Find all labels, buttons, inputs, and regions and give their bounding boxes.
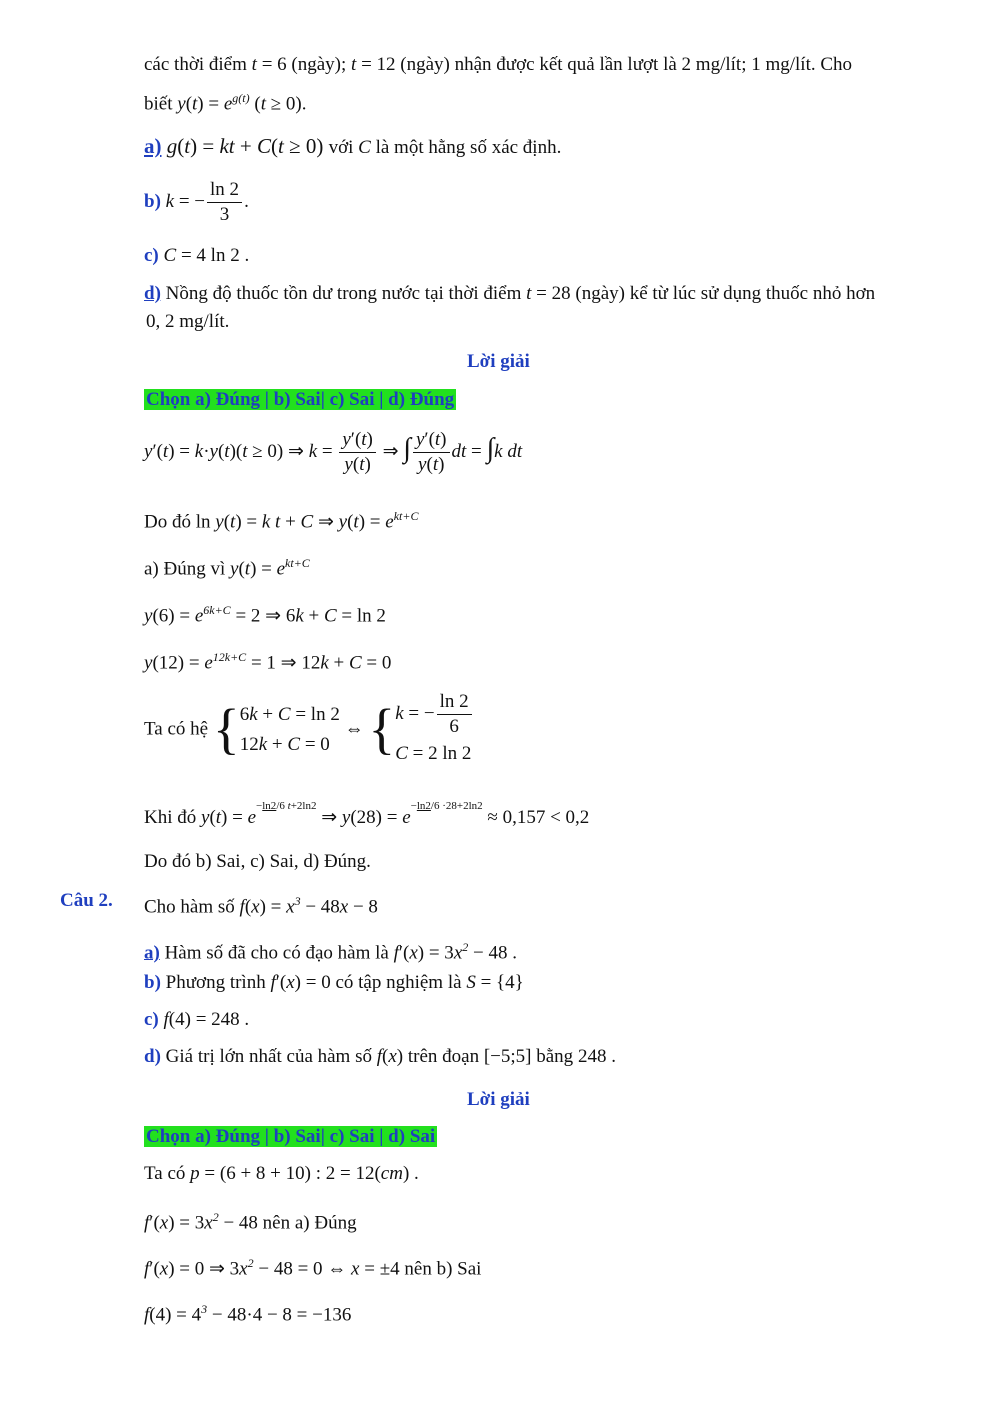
solution-heading-1: Lời giải (467, 351, 530, 372)
derivation-line-6: Khi đó $y(t) = e^{-ln2/6 t+2ln2}$ ⇒ $y(28) = e^{-ln2/6 \cdot 28+2ln2} \approx 0,157 < 0,2$ (144, 800, 590, 828)
q1-option-d: d) Nồng độ thuốc tồn dư trong nước tại thời điểm t = 28 (ngày) kể từ lúc sử dụng thuốc nhỏ hơn (144, 283, 876, 304)
system-equations: Ta có hệ { 6k + C = ln 2 12k + C = 0 ⇔ { k = − $\frac{\ln 2}{6}$ C = 2 ln 2 (144, 691, 472, 764)
solution2-line-1: Ta có p = (6 + 8 + 10) : 2 = 12(cm) . (144, 1163, 419, 1184)
question-number-2: Câu 2. (60, 890, 113, 911)
q2-option-c: c) f(4) = 248 . (144, 1009, 250, 1030)
intro-line-1: các thời điểm t = 6 (ngày); t = 12 (ngày) nhận được kết quả lần lượt là 2 mg/lít; 1 mg/lít. Cho (144, 54, 853, 75)
q2-option-b: b) Phương trình f′(x) = 0 có tập nghiệm là S = {4} (144, 972, 524, 993)
question-2-stem: Cho hàm số $f(x) = x^3 - 48x - 8$ (144, 894, 378, 918)
solution2-line-4: $f(4) = 4^3 - 48\cdot 4 - 8 = -136$ (144, 1302, 352, 1326)
option-label-a: a) (144, 134, 162, 158)
intro-line-2: biết $y(t) = e^{g(t)}$ (t ≥ 0). (144, 91, 307, 115)
answer-highlight-1: Chọn a) Đúng | b) Sai| c) Sai | d) Đúng (146, 389, 455, 410)
derivation-line-3: a) Đúng vì $y(t) = e^{kt+C}$ (144, 556, 310, 580)
solution-heading-2: Lời giải (467, 1089, 530, 1110)
q2-option-a: a) Hàm số đã cho có đạo hàm là $f'(x) = 3x^2 - 48$ . (144, 940, 517, 964)
option-label-b: b) (144, 190, 161, 212)
solution2-line-3: f′(x) = 0 ⇒ $3x^2 - 48 = 0$ ⇔ x = ±4 nên b) Sai (144, 1256, 482, 1280)
derivation-line-1: y′(t) = k·y(t)(t ≥ 0) ⇒ k = $\frac{y'(t)}{y(t)}$ ⇒ ∫ $\frac{y'(t)}{y(t)}$ dt = ∫k dt (144, 429, 523, 475)
derivation-line-5: $y(12) = e^{12k+C} = 1$ ⇒ 12k + C = 0 (144, 650, 392, 674)
q1-option-c: c) C = 4 ln 2 . (144, 245, 250, 266)
option-label-d: d) (144, 283, 161, 304)
q1-option-a: a) g(t) = kt + C(t ≥ 0) với C là một hằng số xác định. (144, 134, 562, 158)
option-label-c: c) (144, 245, 159, 266)
q1-option-d-cont: 0, 2 mg/lít. (146, 311, 230, 332)
solution2-line-2: $f'(x) = 3x^2 - 48$ nên a) Đúng (144, 1210, 357, 1234)
q1-option-b: b) k = − $\frac{\ln 2}{3}$ . (144, 179, 249, 225)
derivation-line-4: $y(6) = e^{6k+C} = 2$ ⇒ 6k + C = ln 2 (144, 603, 386, 627)
derivation-line-2: Do đó ln y(t) = k t + C ⇒ $y(t) = e^{kt+C}$ (144, 509, 419, 533)
q2-option-d: d) Giá trị lớn nhất của hàm số f(x) trên đoạn [−5;5] bằng 248 . (144, 1046, 616, 1067)
conclusion-1: Do đó b) Sai, c) Sai, d) Đúng. (144, 851, 371, 872)
answer-highlight-2: Chọn a) Đúng | b) Sai| c) Sai | d) Sai (146, 1126, 436, 1147)
